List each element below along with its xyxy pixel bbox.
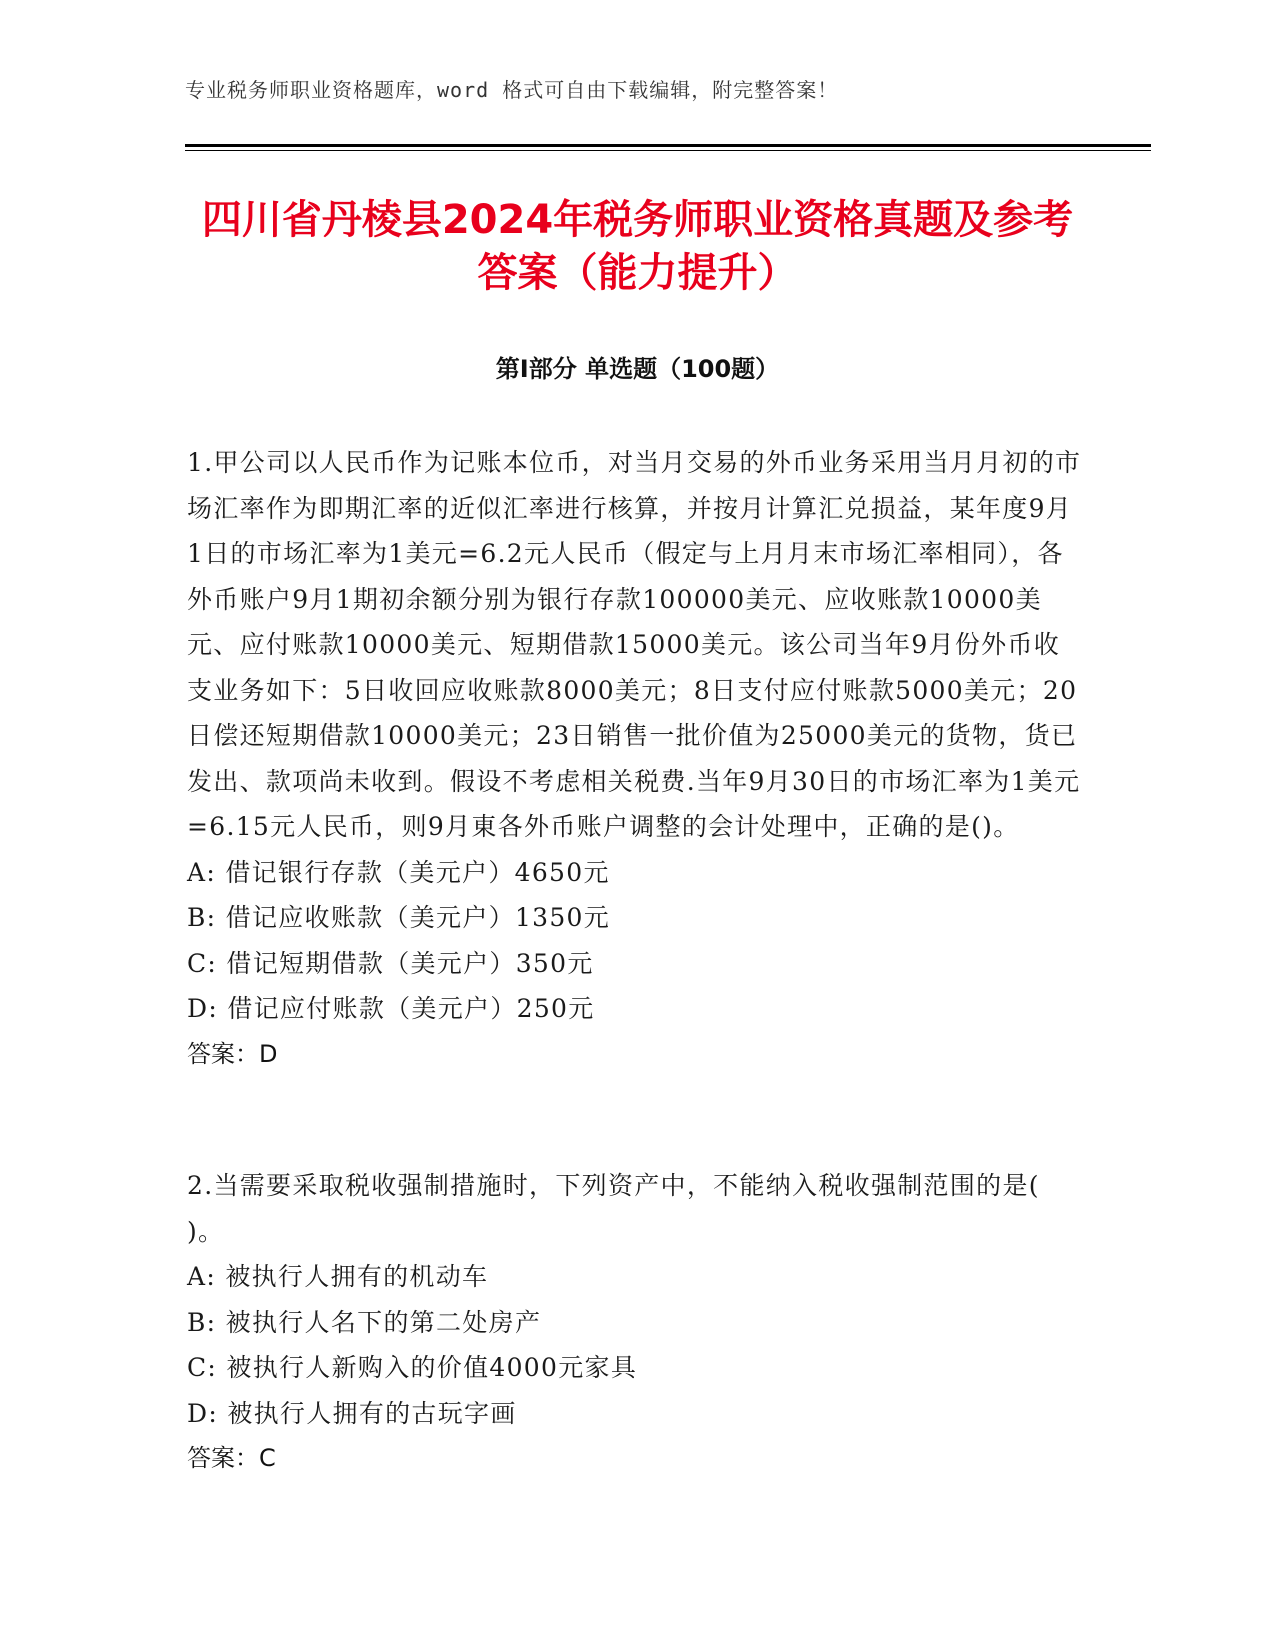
option-b: B: 借记应收账款（美元户）1350元 — [187, 903, 611, 932]
document-title: 四川省丹棱县2024年税务师职业资格真题及参考答案（能力提升） — [201, 197, 1074, 296]
question-1 — [187, 440, 1082, 1077]
question-stem: 2.当需要采取税收强制措施时，下列资产中，不能纳入税收强制范围的是( )。 — [187, 1171, 1093, 1246]
question-stem: 1.甲公司以人民币作为记账本位币，对当月交易的外币业务采用当月月初的市场汇率作为即期汇率的近似汇率进行核算，并按月计算汇兑损益，某年度9月1日的市场汇率为1美元=6.2元人民币（假定与上月月末市场汇率相同），各外币账户9月1期初余额分别为银行存款100000美元、应收账款10000美元、应付账款10000美元、短期借款15000美元。该公司当年9月份外币收支业务如下：5日收回应收账款8000美元；8日支付应付账款5000美元；20日偿还短期借款10000美元；23日销售一批价值为25000美元的货物，货已发出、款项尚未收到。假设不考虑相关税费.当年9月30日的市场汇率为1美元=6.15元人民币，则9月東各外币账户调整的会计处理中，正确的是()。 — [187, 448, 1082, 841]
option-d: D: 借记应付账款（美元户）250元 — [187, 994, 595, 1023]
option-a: A: 被执行人拥有的机动车 — [187, 1262, 489, 1291]
option-a: A: 借记银行存款（美元户）4650元 — [187, 857, 610, 887]
header-divider-thin — [185, 150, 1151, 151]
answer: 答案：D — [187, 1039, 278, 1068]
answer: 答案：C — [187, 1444, 276, 1472]
header-divider-thick — [185, 144, 1151, 147]
option-d: D: 被执行人拥有的古玩字画 — [187, 1398, 517, 1428]
header-note: 专业税务师职业资格题库，word 格式可自由下载编辑，附完整答案！ — [185, 78, 839, 102]
question-2 — [187, 1163, 1093, 1482]
option-c: C: 借记短期借款（美元户）350元 — [187, 948, 594, 978]
section-title: 第Ⅰ部分 单选题（100题） — [495, 355, 780, 383]
option-b: B: 被执行人名下的第二处房产 — [187, 1307, 542, 1337]
option-c: C: 被执行人新购入的价值4000元家具 — [187, 1353, 638, 1382]
